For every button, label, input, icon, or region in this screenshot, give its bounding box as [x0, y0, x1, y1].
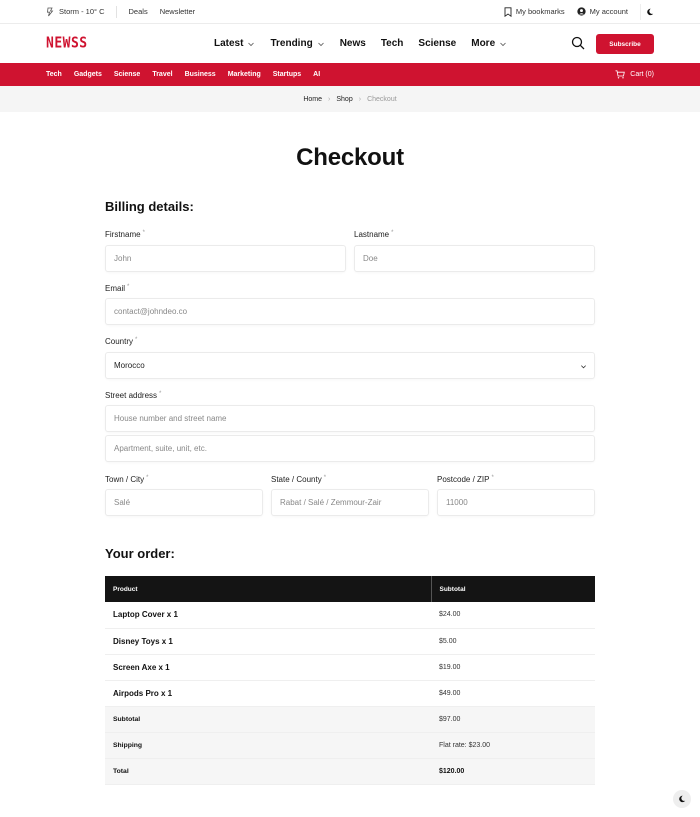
country-label-text: Country	[105, 337, 134, 346]
breadcrumb-current: Checkout	[367, 95, 397, 103]
street-address-line2-input[interactable]	[105, 435, 595, 462]
street-address-label-text: Street address	[105, 391, 158, 400]
nav-news[interactable]	[340, 38, 366, 49]
town-input[interactable]	[105, 489, 263, 516]
chevron-down-icon	[247, 40, 255, 48]
nav-tech[interactable]	[381, 38, 404, 49]
category-startups[interactable]: Startups	[272, 71, 302, 78]
nav-trending[interactable]	[270, 38, 324, 49]
nav-latest-label: Latest	[214, 38, 244, 49]
required-mark: *	[146, 475, 149, 481]
weather-widget	[46, 6, 117, 18]
town-label	[105, 475, 148, 484]
order-subtotal-row	[105, 706, 595, 732]
dark-mode-toggle[interactable]	[640, 4, 656, 20]
firstname-input[interactable]	[105, 245, 346, 272]
order-table-header	[105, 576, 595, 602]
postcode-label-text: Postcode / ZIP	[437, 475, 490, 484]
my-account-link[interactable]	[577, 7, 628, 16]
email-placeholder: contact@johndeo.co	[114, 307, 188, 316]
floating-dark-mode-button[interactable]	[673, 790, 691, 808]
order-item-row	[105, 602, 595, 628]
state-placeholder: Rabat / Salé / Zemmour-Zair	[280, 498, 382, 507]
order-item-subtotal: $19.00	[431, 654, 595, 680]
main-nav	[214, 38, 507, 49]
required-mark: *	[127, 284, 130, 290]
firstname-label	[105, 230, 145, 239]
street-address-label	[105, 391, 161, 400]
order-item-product: Screen Axe x 1	[105, 654, 431, 680]
required-mark: *	[159, 391, 162, 397]
breadcrumb-shop[interactable]: Shop	[336, 95, 353, 103]
order-item-product: Laptop Cover x 1	[105, 602, 431, 628]
email-input[interactable]	[105, 298, 595, 325]
weather-text: Storm - 10° C	[59, 7, 105, 16]
required-mark: *	[491, 475, 494, 481]
required-mark: *	[323, 475, 327, 481]
lastname-input[interactable]	[354, 245, 595, 272]
category-ai[interactable]: AI	[313, 71, 321, 78]
category-tech[interactable]: Tech	[46, 71, 62, 78]
town-placeholder: Salé	[114, 498, 131, 507]
cart-icon	[615, 70, 625, 79]
page-title: Checkout	[296, 144, 404, 171]
order-item-subtotal: $5.00	[431, 628, 595, 654]
breadcrumb-home[interactable]: Home	[303, 95, 323, 103]
state-label-text: State / County	[271, 475, 322, 484]
order-total-row	[105, 758, 595, 784]
category-bar	[0, 63, 700, 86]
my-bookmarks-label: My bookmarks	[515, 7, 565, 16]
country-label	[105, 337, 137, 346]
order-item-product: Airpods Pro x 1	[105, 680, 431, 706]
search-icon[interactable]	[571, 36, 585, 50]
nav-sciense-label: Sciense	[418, 38, 457, 49]
your-order-title: Your order:	[105, 546, 175, 561]
category-gadgets[interactable]: Gadgets	[73, 71, 102, 78]
lastname-label	[354, 230, 393, 239]
newsletter-link[interactable]: Newsletter	[159, 7, 196, 16]
cart-label: Cart (0)	[630, 71, 654, 78]
moon-icon	[678, 795, 686, 803]
category-travel[interactable]: Travel	[152, 71, 173, 78]
state-label	[271, 475, 326, 484]
breadcrumb	[0, 86, 700, 112]
order-item-product: Disney Toys x 1	[105, 628, 431, 654]
subtotal-label: Subtotal	[105, 706, 431, 732]
site-logo[interactable]: NEWSS	[46, 34, 88, 53]
order-shipping-row	[105, 732, 595, 758]
shipping-value: Flat rate: $23.00	[431, 732, 595, 758]
bookmark-icon	[504, 7, 512, 17]
nav-more[interactable]	[471, 38, 507, 49]
required-mark: *	[142, 230, 145, 236]
order-item-row	[105, 628, 595, 654]
order-item-subtotal: $49.00	[431, 680, 595, 706]
order-item-row	[105, 654, 595, 680]
required-mark: *	[391, 230, 394, 236]
shipping-label: Shipping	[105, 732, 431, 758]
nav-latest[interactable]	[214, 38, 255, 49]
breadcrumb-separator: ›	[328, 95, 331, 103]
lastname-label-text: Lastname	[354, 230, 390, 239]
postcode-input[interactable]	[437, 489, 595, 516]
country-select[interactable]	[105, 352, 595, 379]
street-line1-placeholder: House number and street name	[114, 414, 227, 423]
subscribe-button[interactable]: Subscribe	[596, 34, 654, 54]
total-label: Total	[105, 758, 431, 784]
my-account-label: My account	[589, 7, 628, 16]
postcode-label	[437, 475, 494, 484]
subtotal-value: $97.00	[431, 706, 595, 732]
order-item-row	[105, 680, 595, 706]
chevron-down-icon	[317, 40, 325, 48]
street-address-line1-input[interactable]	[105, 405, 595, 432]
postcode-placeholder: 11000	[446, 498, 468, 507]
lastname-placeholder: Doe	[363, 254, 378, 263]
my-bookmarks-link[interactable]	[504, 7, 565, 17]
order-table	[105, 576, 595, 785]
nav-news-label: News	[339, 38, 366, 49]
nav-tech-label: Tech	[380, 38, 404, 49]
chevron-down-icon	[499, 40, 507, 48]
top-bar	[0, 0, 700, 24]
email-label	[105, 284, 129, 293]
nav-sciense[interactable]	[418, 38, 456, 49]
category-marketing[interactable]: Marketing	[227, 71, 261, 78]
category-business[interactable]: Business	[184, 71, 216, 78]
cart-link[interactable]	[615, 70, 654, 79]
user-icon	[577, 7, 586, 16]
firstname-label-text: Firstname	[105, 230, 141, 239]
breadcrumb-separator: ›	[358, 95, 362, 103]
moon-icon	[646, 8, 654, 16]
product-column-header: Product	[105, 576, 431, 602]
subtotal-column-header: Subtotal	[431, 576, 595, 602]
order-item-subtotal: $24.00	[431, 602, 595, 628]
category-sciense[interactable]: Sciense	[113, 71, 141, 78]
state-input[interactable]	[271, 489, 429, 516]
chevron-down-icon	[580, 363, 587, 370]
email-label-text: Email	[105, 284, 126, 293]
nav-trending-label: Trending	[270, 38, 313, 49]
required-mark: *	[135, 337, 138, 343]
billing-details-title: Billing details:	[105, 199, 194, 214]
deals-link[interactable]: Deals	[128, 7, 148, 16]
street-line2-placeholder: Apartment, suite, unit, etc.	[114, 444, 207, 453]
firstname-placeholder: John	[114, 254, 132, 263]
country-value: Morocco	[114, 361, 145, 370]
storm-icon	[46, 7, 54, 17]
town-label-text: Town / City	[105, 475, 145, 484]
total-value: $120.00	[431, 758, 595, 784]
nav-more-label: More	[471, 38, 496, 49]
main-header	[0, 24, 700, 63]
